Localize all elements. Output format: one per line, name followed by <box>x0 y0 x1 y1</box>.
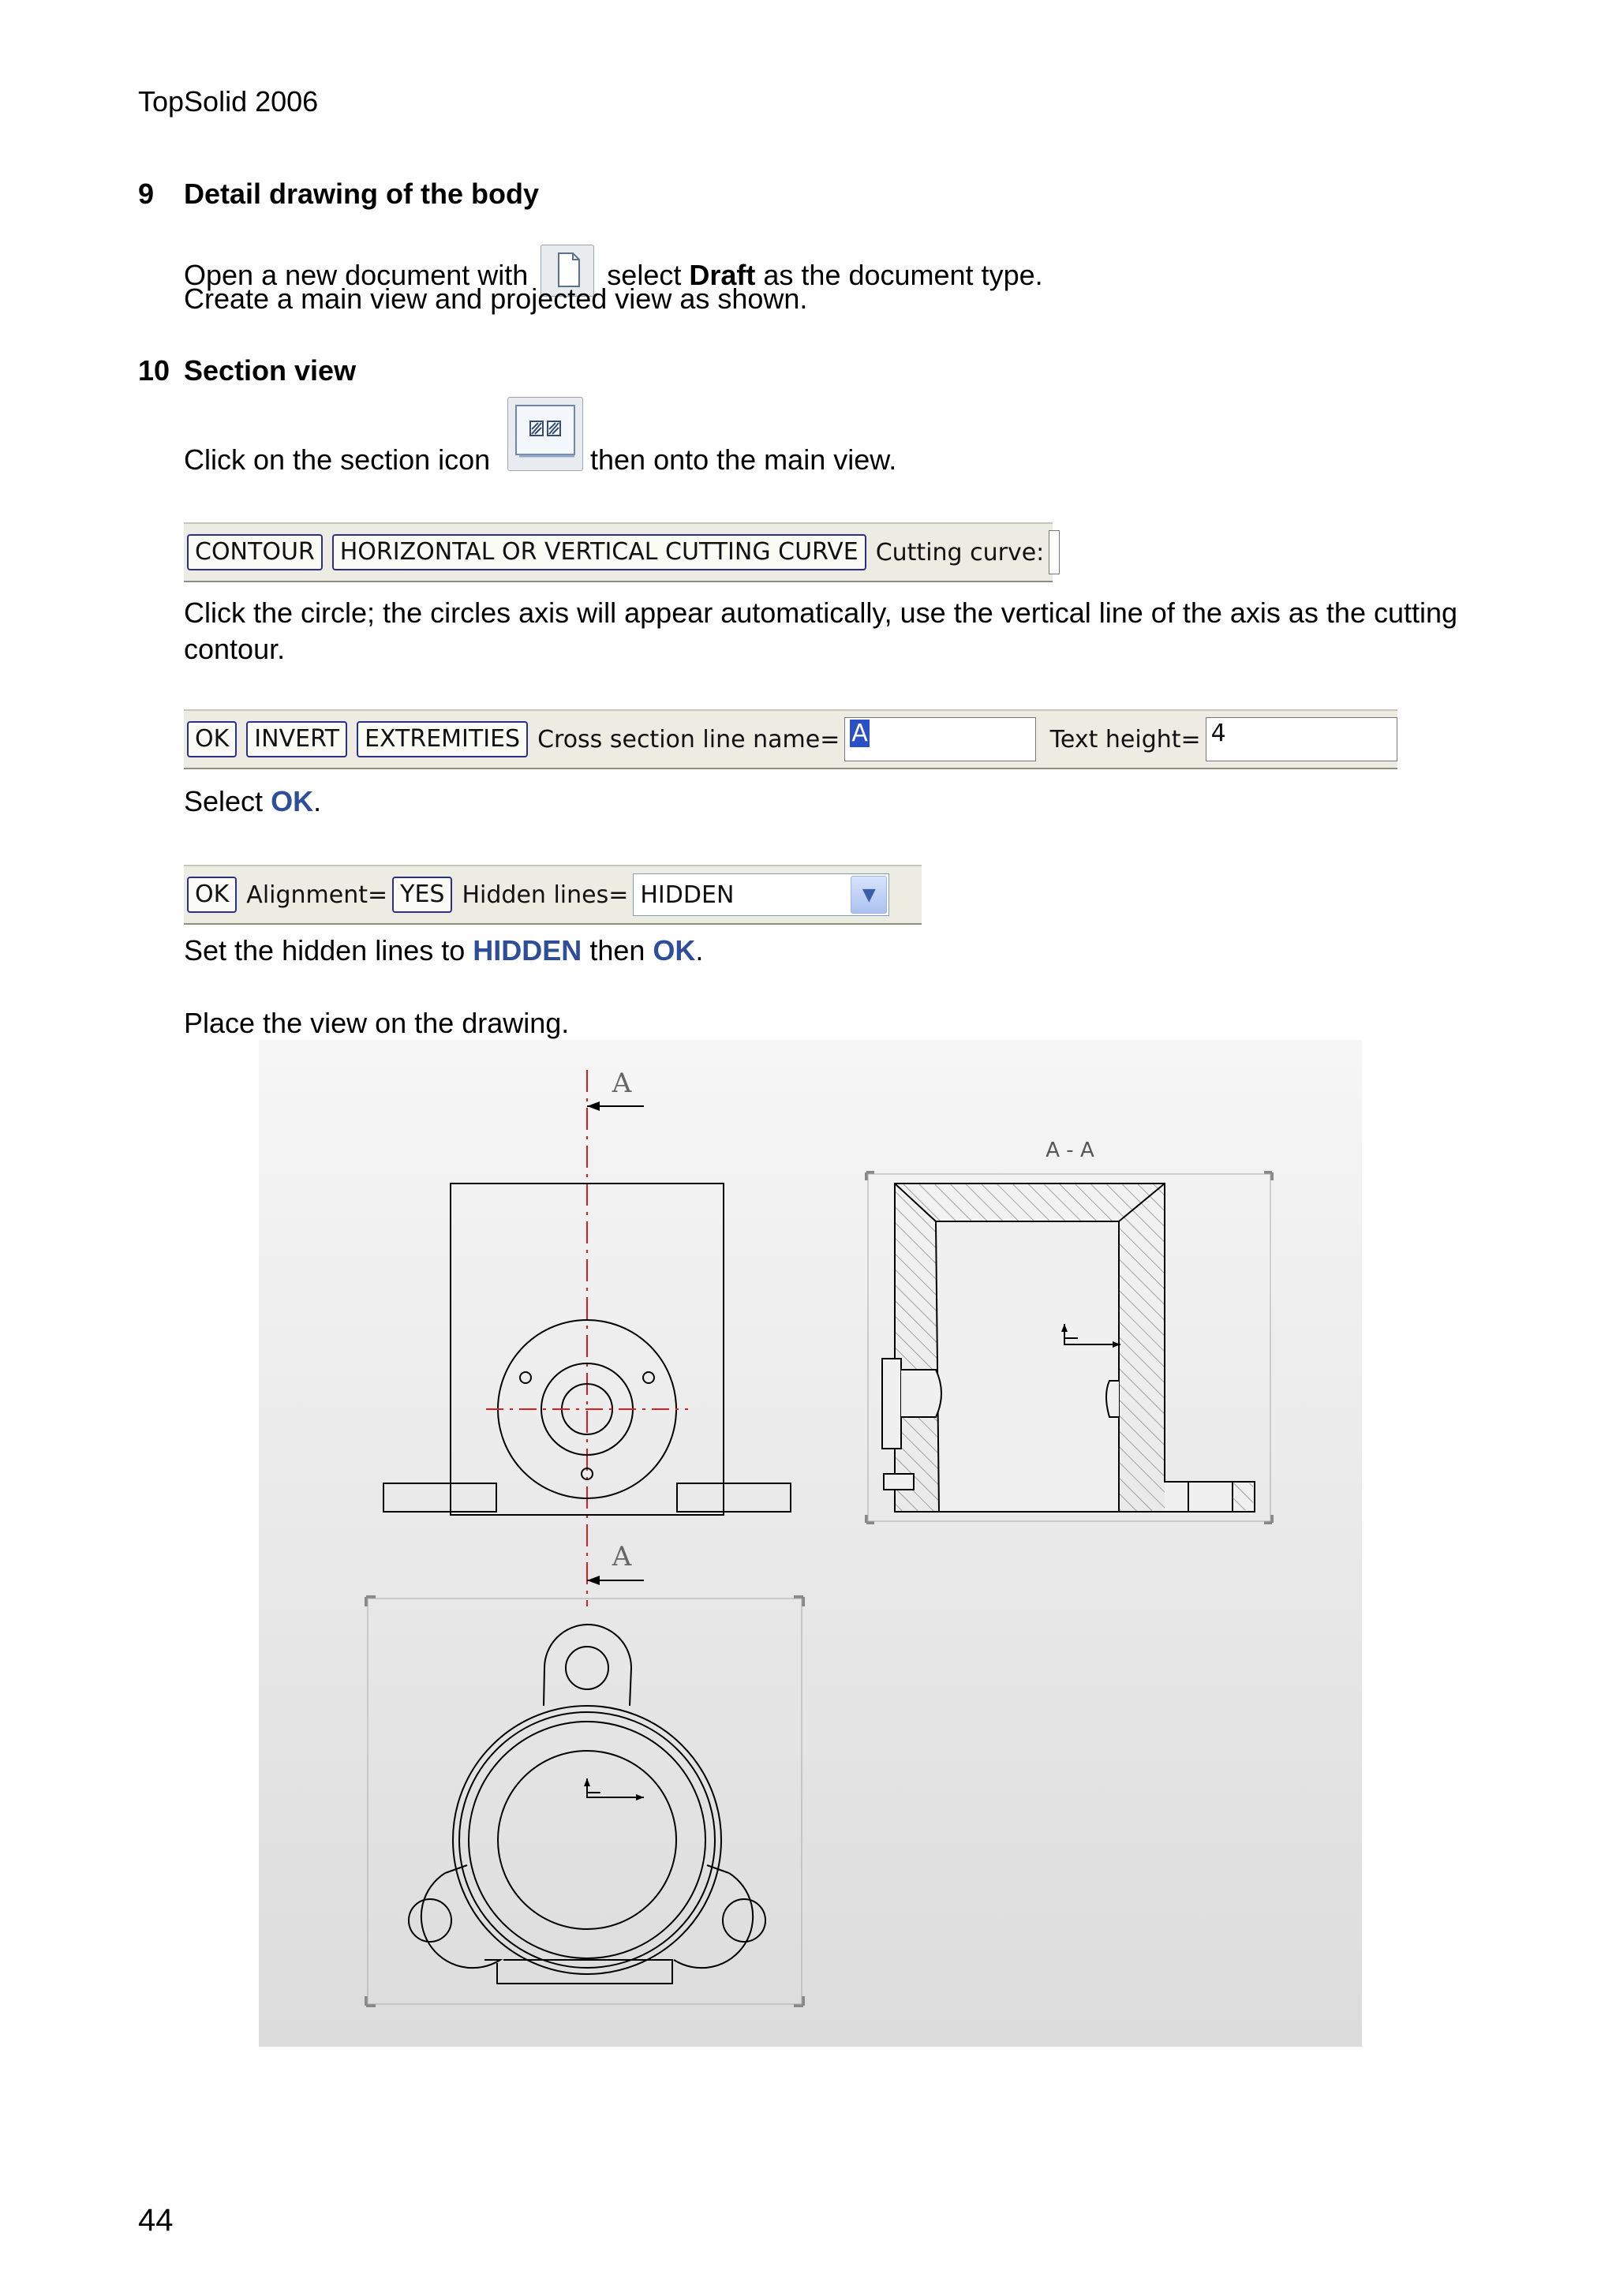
section-view-title: A - A <box>1046 1139 1094 1162</box>
text-fragment: Select <box>184 785 264 817</box>
contour-button[interactable]: CONTOUR <box>187 534 323 570</box>
hidden-lines-value: HIDDEN <box>640 881 735 909</box>
section-number: 10 <box>138 354 170 387</box>
technical-drawing <box>259 1040 1362 2047</box>
chevron-down-icon[interactable]: ▼ <box>851 876 887 914</box>
section-title: Detail drawing of the body <box>184 178 540 210</box>
cross-section-name-input[interactable] <box>844 717 1035 761</box>
click-section-instruction: Click on the section icon <box>184 443 491 476</box>
cutting-contour-toolbar <box>184 522 1053 582</box>
text-fragment: select <box>607 259 682 291</box>
invert-button[interactable]: INVERT <box>246 721 347 757</box>
alignment-label: Alignment= <box>246 881 388 909</box>
text-fragment: then <box>589 934 645 967</box>
hidden-lines-instruction <box>184 933 703 969</box>
page-number: 44 <box>138 2203 174 2238</box>
text-fragment: Open a new document with <box>184 259 529 291</box>
cross-section-name-value: A <box>851 720 868 747</box>
section-10-heading <box>138 354 356 387</box>
ok-button[interactable]: OK <box>187 877 237 913</box>
top-view[interactable] <box>366 1597 803 2006</box>
extremities-button[interactable]: EXTREMITIES <box>357 721 528 757</box>
click-section-instruction-end: then onto the main view. <box>590 443 897 476</box>
cut-label-top: A <box>612 1068 632 1099</box>
create-views-instruction: Create a main view and projected view as shown. <box>184 282 808 315</box>
cut-label-bottom: A <box>612 1541 632 1572</box>
ok-keyword: OK <box>653 934 696 967</box>
cross-section-name-label: Cross section line name= <box>537 725 840 753</box>
click-circle-instruction: Click the circle; the circles axis will appear automatically, use the vertical line of the axis as the cutting contour. <box>184 596 1458 665</box>
hidden-lines-label: Hidden lines= <box>462 881 629 909</box>
section-9-heading <box>138 178 539 211</box>
draft-keyword: Draft <box>689 259 756 291</box>
ok-keyword: OK <box>271 785 314 817</box>
ok-button[interactable]: OK <box>187 721 237 757</box>
section-view[interactable] <box>866 1172 1272 1523</box>
section-number: 9 <box>138 178 155 210</box>
text-fragment: . <box>313 785 322 817</box>
text-fragment: as the document type. <box>763 259 1043 291</box>
place-view-instruction: Place the view on the drawing. <box>184 1007 570 1039</box>
cutting-curve-type-button[interactable]: HORIZONTAL OR VERTICAL CUTTING CURVE <box>332 534 866 570</box>
select-ok-instruction <box>184 783 321 820</box>
text-height-input[interactable]: 4 <box>1206 717 1397 761</box>
cutting-curve-label: Cutting curve: <box>875 538 1045 567</box>
section-view-icon[interactable] <box>507 397 583 471</box>
drawing-area[interactable] <box>259 1040 1362 2047</box>
cutting-curve-field[interactable] <box>1049 530 1060 574</box>
text-fragment: Set the hidden lines to <box>184 934 466 967</box>
text-fragment: . <box>695 934 704 967</box>
cross-section-toolbar <box>184 709 1397 769</box>
document-header: TopSolid 2006 <box>138 85 319 118</box>
text-height-label: Text height= <box>1049 725 1201 753</box>
hidden-lines-select[interactable] <box>633 873 889 916</box>
section-title: Section view <box>184 354 357 387</box>
alignment-yes-button[interactable]: YES <box>392 877 452 913</box>
cutting-line <box>587 1070 644 1606</box>
section-options-toolbar <box>184 865 922 925</box>
hidden-keyword: HIDDEN <box>473 934 582 967</box>
